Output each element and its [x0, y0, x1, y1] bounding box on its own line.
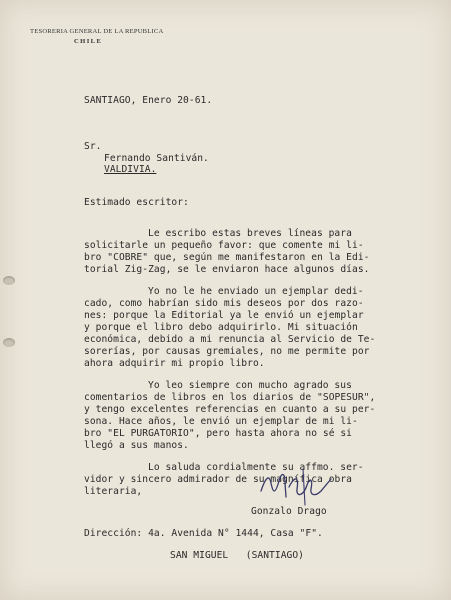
signature-name: Gonzalo Drago — [251, 506, 327, 517]
body-line: bro "COBRE" que, según me manifestaron en la Edi- — [84, 252, 370, 263]
punch-hole — [3, 276, 15, 285]
greeting: Estimado escritor: — [84, 197, 189, 208]
letter-date: SANTIAGO, Enero 20-61. — [84, 95, 213, 106]
closing-line: Lo saluda cordialmente su affmo. ser- — [148, 462, 364, 473]
punch-hole — [3, 338, 15, 347]
body-line: sorerías, por causas gremiales, no me permite por — [84, 346, 370, 357]
address-line: Dirección: 4a. Avenida N° 1444, Casa "F". — [84, 528, 323, 539]
body-line: y tengo excelentes referencias en cuanto a su per- — [84, 404, 376, 415]
body-line: Yo leo siempre con mucho agrado sus — [148, 380, 352, 391]
letterhead-institution: TESORERIA GENERAL DE LA REPUBLICA — [30, 28, 164, 35]
closing-line: vidor y sincero admirador de su magnífica obra — [84, 474, 352, 485]
recipient-title: Sr. — [84, 141, 102, 152]
handwritten-signature — [255, 461, 345, 511]
closing-line: literaria, — [84, 486, 143, 497]
body-line: llegó a sus manos. — [84, 440, 189, 451]
body-line: Le escribo estas breves líneas para — [148, 228, 352, 239]
body-line: nes: porque la Editorial ya le envió un ejemplar — [84, 310, 364, 321]
body-line: y porque el libro debo adquirirlo. Mi situación — [84, 322, 358, 333]
body-line: bro "EL PURGATORIO", pero hasta ahora no sé si — [84, 428, 352, 439]
address-city: SAN MIGUEL (SANTIAGO) — [170, 550, 304, 561]
body-line: sona. Hace años, le envió un ejemplar de mi li- — [84, 416, 358, 427]
body-line: ahora adquirir mi propio libro. — [84, 358, 265, 369]
recipient-city: VALDIVIA. — [104, 164, 157, 175]
body-line: comentarios de libros en los diarios de "SOPESUR", — [84, 392, 376, 403]
letterhead — [30, 28, 163, 45]
recipient-name: Fernando Santiván. — [104, 153, 209, 164]
body-line: torial Zig-Zag, se le enviaron hace algunos días. — [84, 264, 370, 275]
body-line: económica, debido a mi renuncia al Servicio de Te- — [84, 334, 376, 345]
body-line: cado, como habrían sido mis deseos por dos razo- — [84, 298, 364, 309]
body-line: solicitarle un pequeño favor: que comente mi li- — [84, 240, 364, 251]
body-line: Yo no le he enviado un ejemplar dedi- — [148, 286, 364, 297]
letterhead-country: CHILE — [74, 38, 103, 45]
